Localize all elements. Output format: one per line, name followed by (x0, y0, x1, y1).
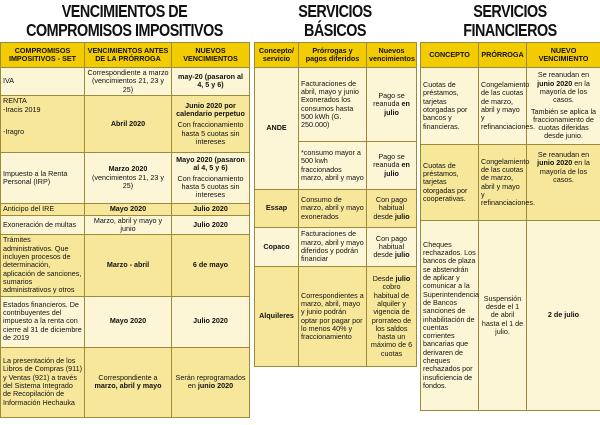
header-prorroga: PRÓRROGA (479, 43, 527, 68)
irp-new (172, 152, 250, 203)
prestamos-bancos-new-prefix: Se reanudan en (537, 70, 590, 80)
servicios-financieros-table (420, 42, 600, 411)
title-line-2: FINANCIEROS (463, 20, 557, 40)
prestamos-bancos-new-suffix: en la mayoría de los casos. (539, 78, 590, 105)
irp-new-date: Mayo 2020 (pasaron al 4, 5 y 6) (176, 155, 245, 173)
essap-new-date: julio (394, 211, 410, 221)
panel-impuestos (0, 0, 249, 425)
header-prorrogas: Prórrogas y pagos diferidos (299, 43, 367, 68)
iva-concept: IVA (1, 68, 85, 96)
libros-new-prefix: Serán reprogramados en (175, 372, 246, 391)
prestamos-bancos-concept: Cuotas de préstamos, tarjetas otorgadas por bancos y financieras. (421, 68, 479, 145)
header-nuevos: Nuevos vencimientos (367, 43, 417, 68)
ire-concept: Anticipo del IRE (1, 203, 85, 215)
ande-r2-new-prefix: Pago se reanuda (373, 152, 405, 170)
libros-before-prefix: Correspondiente a (98, 372, 158, 382)
multas-new: Julio 2020 (172, 215, 250, 235)
alquileres-new (367, 267, 417, 367)
header-nuevo-vencimiento: NUEVO VENCIMIENTO (527, 43, 600, 68)
irp-new-note: Con fraccionamiento hasta 5 cuotas sin intereses (177, 173, 244, 200)
cheques-concept: Cheques rechazados. Los bancos de plaza se abstendrán de aplicar y comunicar a la Superintendencia de Bancos sanciones de inhabilitación de cuentas corrientes bancarias que derivaren de cheques rechazados por insuficiencia de fondos. (421, 221, 479, 411)
ande-r1-prorroga: Facturaciones de abril, mayo y junio Exonerados los consumos hasta 500 kWh (G. 250.000) (299, 68, 367, 142)
multas-concept: Exoneración de multas (1, 215, 85, 235)
title-line-1: VENCIMIENTOS DE (61, 1, 188, 21)
title-line-1: SERVICIOS (473, 1, 547, 21)
prestamos-coop-new-date: junio 2020 (537, 158, 573, 168)
irp-concept: Impuesto a la Renta Personal (IRP) (1, 152, 85, 203)
prestamos-bancos-new-date: junio 2020 (537, 78, 573, 88)
prestamos-bancos-prorroga: Congelamiento de las cuotas de marzo, abril y mayo y refinanciaciones. (479, 68, 527, 145)
title-line-1: SERVICIOS (298, 1, 372, 21)
ande-r2-prorroga: *consumo mayor a 500 kwh fraccionados marzo, abril y mayo (299, 142, 367, 190)
header-concepto-servicio: Concepto/ servicio (255, 43, 299, 68)
alquileres-new-note: cobro habitual de alquiler y vigencia de prorrateo de los saldos hasta un máximo de 6 cuotas (370, 282, 413, 358)
copaco-new (367, 228, 417, 267)
irp-before-date: Marzo 2020 (108, 164, 148, 174)
tramites-new: 6 de mayo (172, 235, 250, 296)
cheques-prorroga: Suspensión desde el 1 de abril hasta el 1 de julio. (479, 221, 527, 411)
renta-before: Abril 2020 (85, 95, 172, 152)
renta-new-note: Con fraccionamiento hasta 5 cuotas sin intereses (177, 120, 244, 146)
panel-servicios-financieros-title (436, 2, 584, 42)
copaco-name: Copaco (255, 228, 299, 267)
ande-r2-new-date: en julio (384, 160, 410, 178)
prestamos-bancos-new-main (529, 71, 598, 104)
essap-name: Essap (255, 190, 299, 228)
multas-before: Marzo, abril y mayo y junio (85, 215, 172, 235)
header-concepto: CONCEPTO (421, 43, 479, 68)
essap-prorroga: Consumo de marzo, abril y mayo exonerados (299, 190, 367, 228)
copaco-prorroga: Facturaciones de marzo, abril y mayo diferidos y podrán financiar (299, 228, 367, 267)
panel-impuestos-title (22, 2, 226, 42)
libros-concept: La presentación de los Libros de Compras (911) y Ventas (921) a través del Sistema Integrado de Recopilación de Información Hechauka (1, 347, 85, 417)
renta-new (172, 95, 250, 152)
alquileres-new-prefix: Desde (372, 274, 396, 284)
essap-new-prefix: Con pago habitual desde (373, 195, 408, 221)
prestamos-coop-concept: Cuotas de préstamos, tarjetas otorgadas por cooperativas. (421, 145, 479, 221)
prestamos-coop-prorroga: Congelamiento de las cuotas de marzo, abril y mayo y refinanciaciones. (479, 145, 527, 221)
libros-before (85, 347, 172, 417)
estados-concept: Estados financieros. De contribuyentes del impuesto a la renta con cierre al 31 de diciembre de 2019 (1, 296, 85, 347)
essap-new (367, 190, 417, 228)
renta-iracis: -Iracis 2019 (3, 105, 41, 115)
title-line-2: BÁSICOS (304, 20, 366, 40)
ande-r2-new (367, 142, 417, 190)
renta-iragro: -Iragro (3, 127, 25, 137)
prestamos-bancos-new-note: También se aplica la fraccionamiento de cuotas diferidas desde junio. (530, 106, 597, 141)
libros-before-months: marzo, abril y mayo (94, 381, 162, 391)
header-nuevos-vencimientos: NUEVOS VENCIMIENTOS (172, 43, 250, 68)
panel-servicios-basicos-title (269, 2, 402, 42)
tramites-before: Marzo - abril (85, 235, 172, 296)
alquileres-new-date: julio (395, 274, 411, 284)
title-line-2: COMPROMISOS IMPOSITIVOS (26, 20, 223, 40)
tramites-concept: Trámites administrativos. Que incluyen procesos de determinación, aplicación de sanciones, sumarios administrativos y otros (1, 235, 85, 296)
irp-before (85, 152, 172, 203)
ande-name: ANDE (255, 68, 299, 190)
prestamos-bancos-new (527, 68, 600, 145)
ire-new: Julio 2020 (172, 203, 250, 215)
ande-r1-new-date: en julio (384, 99, 410, 117)
alquileres-prorroga: Correspondientes a marzo, abril, mayo y junio podrán optar por pagar por lo menos 40% y fraccionamiento (299, 267, 367, 367)
prestamos-coop-new-prefix: Se reanudan en (537, 150, 590, 159)
ande-r1-new-prefix: Pago se reanuda (373, 91, 405, 109)
alquileres-name: Alquileres (255, 267, 299, 367)
copaco-new-date: julio (394, 250, 410, 260)
renta-label: RENTA (3, 95, 27, 105)
estados-before: Mayo 2020 (85, 296, 172, 347)
iva-new: may-20 (pasaron al 4, 5 y 6) (172, 68, 250, 96)
cheques-new: 2 de julio (527, 221, 600, 411)
prestamos-coop-new (527, 145, 600, 221)
prestamos-coop-new-suffix: en la mayoría de los casos. (539, 158, 590, 184)
servicios-basicos-table (254, 42, 417, 367)
panel-servicios-financieros (420, 0, 600, 425)
header-vencimientos-antes: VENCIMIENTOS ANTES DE LA PRÓRROGA (85, 43, 172, 68)
panel-servicios-basicos (254, 0, 416, 425)
irp-before-note: (vencimientos 21, 23 y 25) (92, 172, 164, 191)
ande-r1-new (367, 68, 417, 142)
copaco-new-prefix: Con pago habitual desde (373, 233, 408, 260)
iva-before: Correspondiente a marzo (vencimientos 21, 23 y 25) (85, 68, 172, 96)
renta-new-date: Junio 2020 por calendario perpetuo (176, 100, 245, 118)
estados-new: Julio 2020 (172, 296, 250, 347)
header-compromisos: COMPROMISOS IMPOSITIVOS - SET (1, 43, 85, 68)
impuestos-table (0, 42, 250, 418)
libros-new (172, 347, 250, 417)
ire-before: Mayo 2020 (85, 203, 172, 215)
libros-new-date: junio 2020 (197, 381, 234, 391)
renta-concept (1, 95, 85, 152)
